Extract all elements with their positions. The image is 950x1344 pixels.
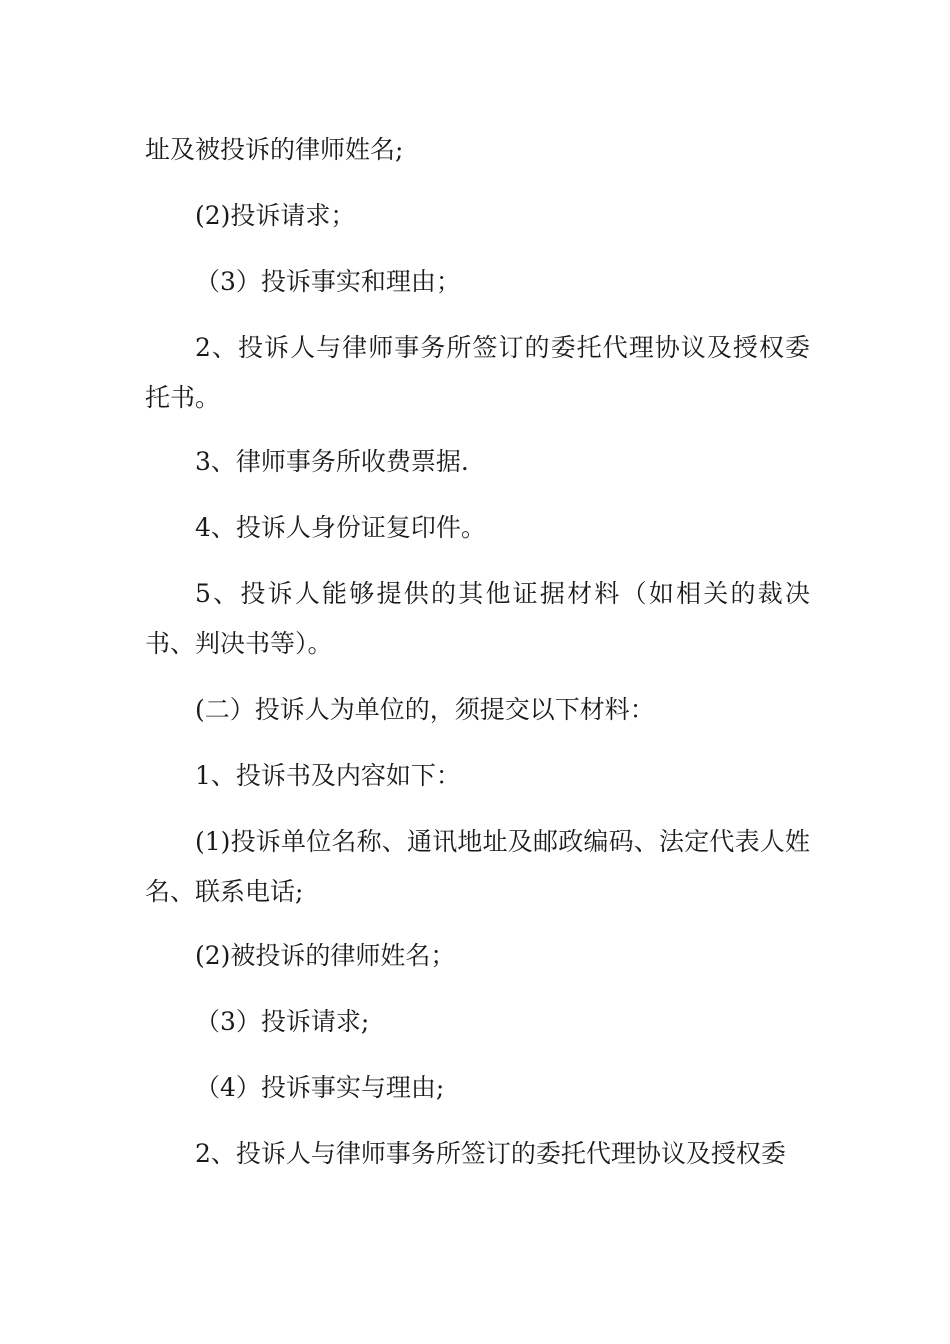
paragraph-item-3-request: （3）投诉请求; xyxy=(195,1007,370,1036)
paragraph-unit-info: (1)投诉单位名称、通讯地址及邮政编码、法定代表人姓名、联系电话; xyxy=(145,827,810,906)
paragraph-id-copy: 4、投诉人身份证复印件。 xyxy=(195,513,486,542)
section-heading-unit: (二）投诉人为单位的，须提交以下材料： xyxy=(195,695,655,724)
paragraph-fee-receipt: 3、律师事务所收费票据. xyxy=(195,447,469,476)
paragraph-item-4-facts: （4）投诉事实与理由; xyxy=(195,1073,445,1102)
paragraph-lawyer-name: (2)被投诉的律师姓名； xyxy=(195,941,456,970)
paragraph-other-evidence: 5、投诉人能够提供的其他证据材料（如相关的裁决书、判决书等）。 xyxy=(145,579,810,658)
paragraph-agreement: 2、投诉人与律师事务所签订的委托代理协议及授权委托书。 xyxy=(145,333,810,412)
paragraph-complaint-letter: 1、投诉书及内容如下： xyxy=(195,761,461,790)
paragraph-item-2-request: (2)投诉请求； xyxy=(195,201,356,230)
paragraph-item-3-facts: （3）投诉事实和理由； xyxy=(195,267,461,296)
paragraph-continuation: 址及被投诉的律师姓名; xyxy=(145,135,404,164)
paragraph-agreement-unit: 2、投诉人与律师事务所签订的委托代理协议及授权委 xyxy=(195,1139,786,1168)
